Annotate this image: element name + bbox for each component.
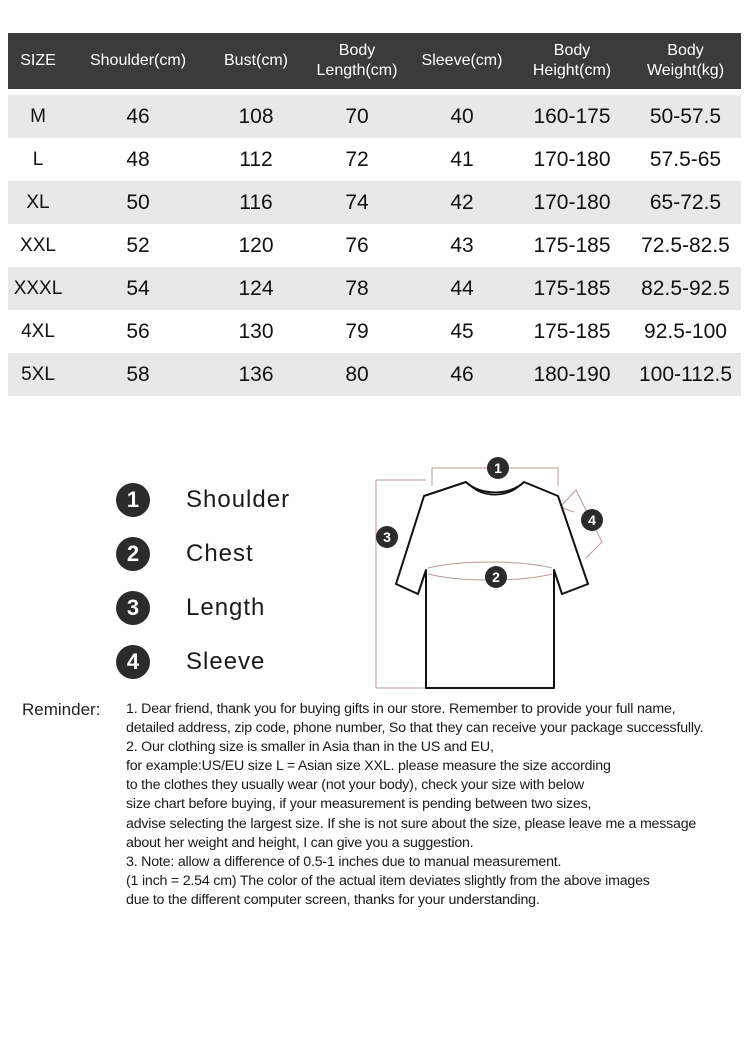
sleeve-cell: 44	[410, 267, 514, 310]
legend-item-sleeve	[116, 644, 290, 680]
reminder-line: 3. Note: allow a difference of 0.5-1 inches due to manual measurement.	[126, 853, 562, 870]
marker-3	[376, 526, 398, 548]
table-row	[8, 95, 741, 138]
weight-cell: 57.5-65	[630, 138, 741, 181]
sleeve-cell: 43	[410, 224, 514, 267]
bust-cell: 108	[208, 95, 304, 138]
legend-item-shoulder	[116, 482, 290, 518]
legend-label: Shoulder	[186, 486, 291, 513]
reminder-line: about her weight and height, I can give you a suggestion.	[126, 834, 474, 851]
reminder-line: detailed address, zip code, phone number, So that they can receive your package successfully.	[126, 720, 704, 737]
length-cell: 78	[304, 267, 410, 310]
reminder-line: 1. Dear friend, thank you for buying gifts in our store. Remember to provide your full name,	[126, 701, 676, 717]
shoulder-cell: 48	[68, 138, 208, 181]
height-cell: 175-185	[514, 224, 630, 267]
marker-2	[485, 566, 507, 588]
header-shoulder: Shoulder(cm)	[68, 33, 208, 89]
bust-cell: 136	[208, 353, 304, 396]
sleeve-cell: 41	[410, 138, 514, 181]
marker-1	[487, 457, 509, 479]
bust-cell: 112	[208, 138, 304, 181]
size-cell: 5XL	[8, 353, 68, 396]
table-row	[8, 181, 741, 224]
size-chart-table	[8, 33, 741, 396]
table-row	[8, 224, 741, 267]
length-cell: 70	[304, 95, 410, 138]
marker-1-label: 1	[494, 460, 502, 476]
shoulder-cell: 46	[68, 95, 208, 138]
reminder-line: for example:US/EU size L = Asian size XXL. please measure the size according	[126, 758, 611, 775]
weight-cell: 82.5-92.5	[630, 267, 741, 310]
reminder-line: due to the different computer screen, thanks for your understanding.	[126, 891, 540, 908]
sleeve-cell: 46	[410, 353, 514, 396]
sleeve-cell: 42	[410, 181, 514, 224]
header-body-length: Body Length(cm)	[304, 33, 410, 89]
marker-3-label: 3	[383, 529, 391, 545]
table-row	[8, 310, 741, 353]
length-cell: 80	[304, 353, 410, 396]
height-cell: 175-185	[514, 267, 630, 310]
weight-cell: 50-57.5	[630, 95, 741, 138]
table-header-row	[8, 33, 741, 89]
weight-cell: 92.5-100	[630, 310, 741, 353]
tshirt-measurement-diagram	[370, 452, 610, 692]
reminder-line: advise selecting the largest size. If she is not sure about the size, please leave me a message	[126, 815, 697, 832]
legend-label: Sleeve	[186, 648, 266, 675]
weight-cell: 72.5-82.5	[630, 224, 741, 267]
header-size: SIZE	[8, 33, 68, 89]
height-cell: 175-185	[514, 310, 630, 353]
sleeve-cell: 45	[410, 310, 514, 353]
height-cell: 180-190	[514, 353, 630, 396]
size-cell: M	[8, 95, 68, 138]
legend-label: Chest	[186, 540, 254, 567]
reminder-title: Reminder:	[22, 700, 101, 719]
reminder-line: size chart before buying, if your measurement is pending between two sizes,	[126, 796, 592, 813]
reminder-line: 2. Our clothing size is smaller in Asia than in the US and EU,	[126, 739, 494, 756]
shoulder-cell: 50	[68, 181, 208, 224]
number-2-badge-icon: 2	[116, 537, 150, 571]
marker-4	[581, 509, 603, 531]
height-cell: 170-180	[514, 181, 630, 224]
legend-item-chest	[116, 536, 290, 572]
marker-2-label: 2	[492, 569, 500, 585]
bust-cell: 124	[208, 267, 304, 310]
reminder-line: (1 inch = 2.54 cm) The color of the actual item deviates slightly from the above images	[126, 872, 650, 889]
number-4-badge-icon: 4	[116, 645, 150, 679]
legend-label: Length	[186, 594, 266, 621]
length-cell: 72	[304, 138, 410, 181]
measurement-legend	[116, 482, 290, 698]
weight-cell: 100-112.5	[630, 353, 741, 396]
number-3-badge-icon: 3	[116, 591, 150, 625]
height-cell: 160-175	[514, 95, 630, 138]
header-sleeve: Sleeve(cm)	[410, 33, 514, 89]
number-1-badge-icon: 1	[116, 483, 150, 517]
header-body-weight: Body Weight(kg)	[630, 33, 741, 89]
shoulder-cell: 58	[68, 353, 208, 396]
shoulder-cell: 52	[68, 224, 208, 267]
table-row	[8, 267, 741, 310]
weight-cell: 65-72.5	[630, 181, 741, 224]
length-cell: 74	[304, 181, 410, 224]
legend-item-length	[116, 590, 290, 626]
reminder-text	[126, 700, 736, 910]
bust-cell: 130	[208, 310, 304, 353]
size-cell: XXXL	[8, 267, 68, 310]
table-row	[8, 353, 741, 396]
reminder-line: to the clothes they usually wear (not your body), check your size with below	[126, 777, 584, 794]
bust-cell: 120	[208, 224, 304, 267]
length-cell: 76	[304, 224, 410, 267]
header-body-height: Body Height(cm)	[514, 33, 630, 89]
size-cell: L	[8, 138, 68, 181]
height-cell: 170-180	[514, 138, 630, 181]
shoulder-cell: 54	[68, 267, 208, 310]
table-row	[8, 138, 741, 181]
header-bust: Bust(cm)	[208, 33, 304, 89]
shoulder-cell: 56	[68, 310, 208, 353]
marker-4-label: 4	[588, 512, 596, 528]
bust-cell: 116	[208, 181, 304, 224]
size-cell: XXL	[8, 224, 68, 267]
size-cell: XL	[8, 181, 68, 224]
size-cell: 4XL	[8, 310, 68, 353]
sleeve-cell: 40	[410, 95, 514, 138]
length-cell: 79	[304, 310, 410, 353]
